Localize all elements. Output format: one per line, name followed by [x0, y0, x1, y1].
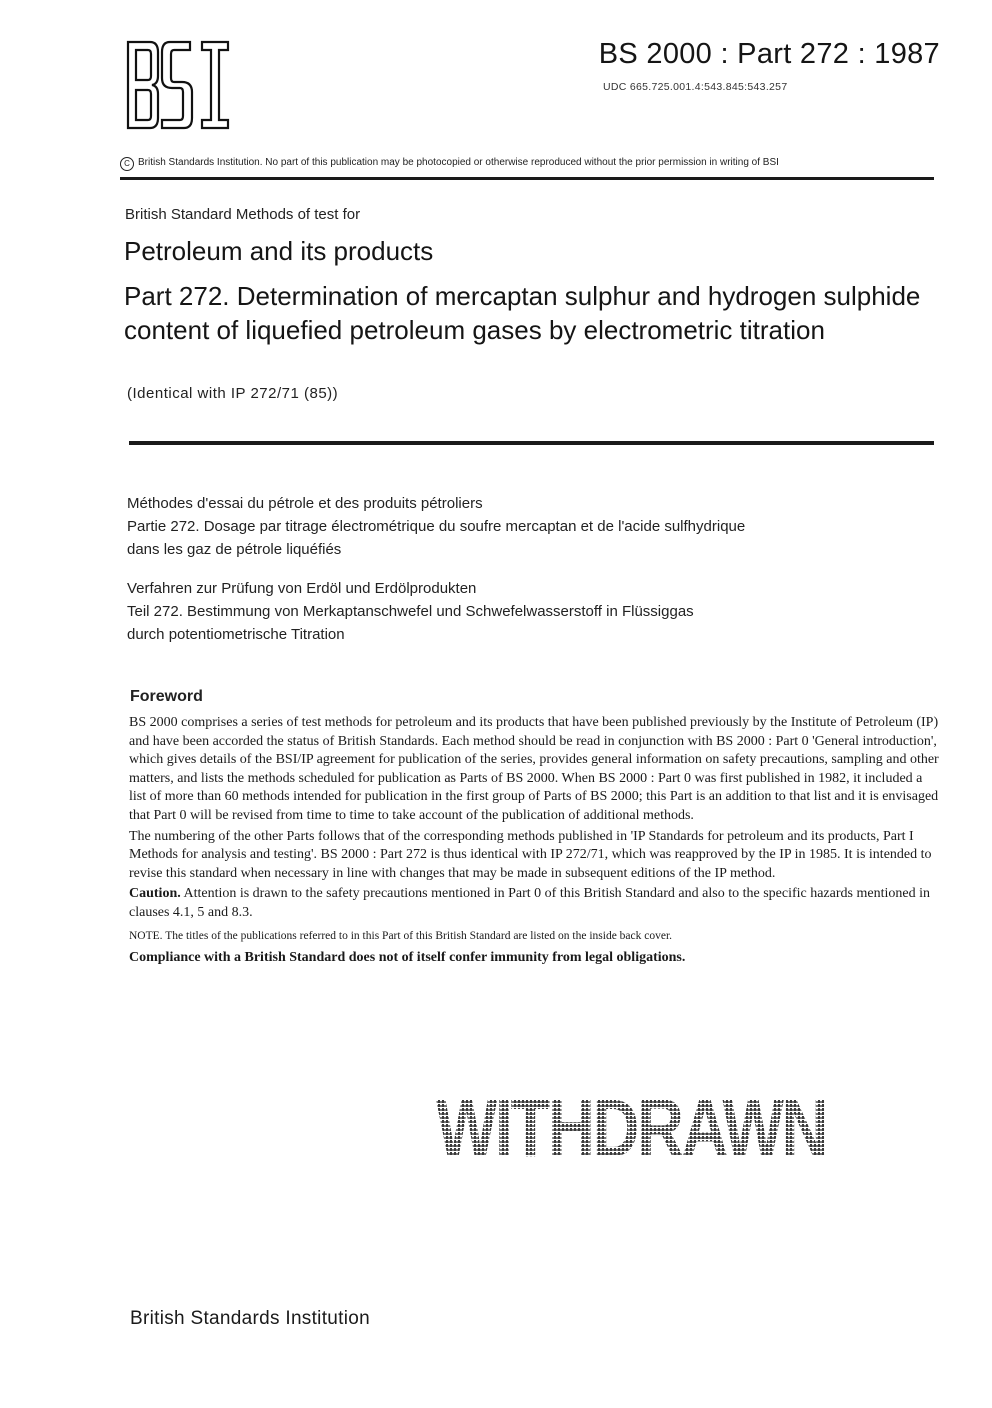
- caution-text: Attention is drawn to the safety precautions mentioned in Part 0 of this British Standard and also to the specific hazards mentioned in clauses 4.1, 5 and 8.3.: [129, 886, 930, 920]
- udc-code: UDC 665.725.001.4:543.845:543.257: [603, 81, 788, 93]
- bsi-logo: [126, 40, 230, 130]
- main-title: Petroleum and its products: [124, 236, 434, 266]
- foreword-heading: Foreword: [130, 688, 203, 705]
- caution-paragraph: [129, 885, 939, 922]
- german-title-line-3: durch potentiometrische Titration: [127, 626, 345, 643]
- french-title-line-2: Partie 272. Dosage par titrage électrométrique du soufre mercaptan et de l'acide sulfhydrique: [127, 518, 746, 535]
- copyright-notice: [120, 157, 940, 171]
- identical-note: (Identical with IP 272/71 (85)): [127, 385, 339, 402]
- copyright-icon: C: [120, 157, 134, 171]
- part-title: Part 272. Determination of mercaptan sulphur and hydrogen sulphide content of liquefied petroleum gases by electrometric titration: [124, 281, 921, 345]
- french-title-line-1: Méthodes d'essai du pétrole et des produits pétroliers: [127, 495, 483, 512]
- publisher-name: British Standards Institution: [130, 1308, 370, 1329]
- german-title-line-2: Teil 272. Bestimmung von Merkaptanschwefel und Schwefelwasserstoff in Flüssiggas: [127, 603, 694, 620]
- standard-number: BS 2000 : Part 272 : 1987: [598, 38, 940, 70]
- title-divider: [129, 441, 934, 445]
- top-divider: [120, 177, 934, 180]
- note-paragraph: NOTE. The titles of the publications referred to in this Part of this British Standard are listed on the inside back cover.: [129, 929, 673, 942]
- withdrawn-stamp-graphic: [430, 1076, 830, 1174]
- german-title-line-1: Verfahren zur Prüfung von Erdöl und Erdölprodukten: [127, 580, 477, 597]
- foreword-paragraph-1: BS 2000 comprises a series of test methods for petroleum and its products that have been published previously by the Institute of Petroleum (IP) and have been accorded the status of British Standards. Each method should be read in conjunction with BS 2000 : Part 0 'General introduction', which gives details of the BSI/IP agreement for publication of the series, provides general information on safety precautions, sampling and other matters, and lists the methods scheduled for publication as Parts of BS 2000. When BS 2000 : Part 0 was first published in 1982, it included a list of more than 60 methods intended for publication in the first group of Parts of BS 2000; this Part is an addition to that list and it is envisaged that Part 0 will be revised from time to time to take account of the publication of additional methods.: [129, 715, 939, 823]
- methods-intro: British Standard Methods of test for: [125, 206, 361, 223]
- stamp-text: WITHDRAWN: [436, 1083, 826, 1174]
- copyright-text: British Standards Institution. No part of this publication may be photocopied or otherwise reproduced without the prior permission in writing of BSI: [138, 157, 779, 168]
- french-title-line-3: dans les gaz de pétrole liquéfiés: [127, 541, 342, 558]
- compliance-statement: Compliance with a British Standard does not of itself confer immunity from legal obligations.: [129, 950, 686, 966]
- foreword-body: [129, 714, 939, 970]
- bsi-logo-graphic: [126, 40, 230, 130]
- french-title: [127, 492, 927, 561]
- german-title: [127, 577, 927, 646]
- caution-label: Caution.: [129, 886, 181, 902]
- foreword-paragraph-2: The numbering of the other Parts follows that of the corresponding methods published in 'IP Standards for petroleum and its products, Part I Methods for analysis and testing'. BS 2000 : Part 272 is thus identical with IP 272/71, which was reapproved by the IP in 1985. It is intended to revise this standard when necessary in line with changes that may be made in subsequent editions of the IP method.: [129, 828, 932, 881]
- withdrawn-stamp: [430, 1076, 830, 1174]
